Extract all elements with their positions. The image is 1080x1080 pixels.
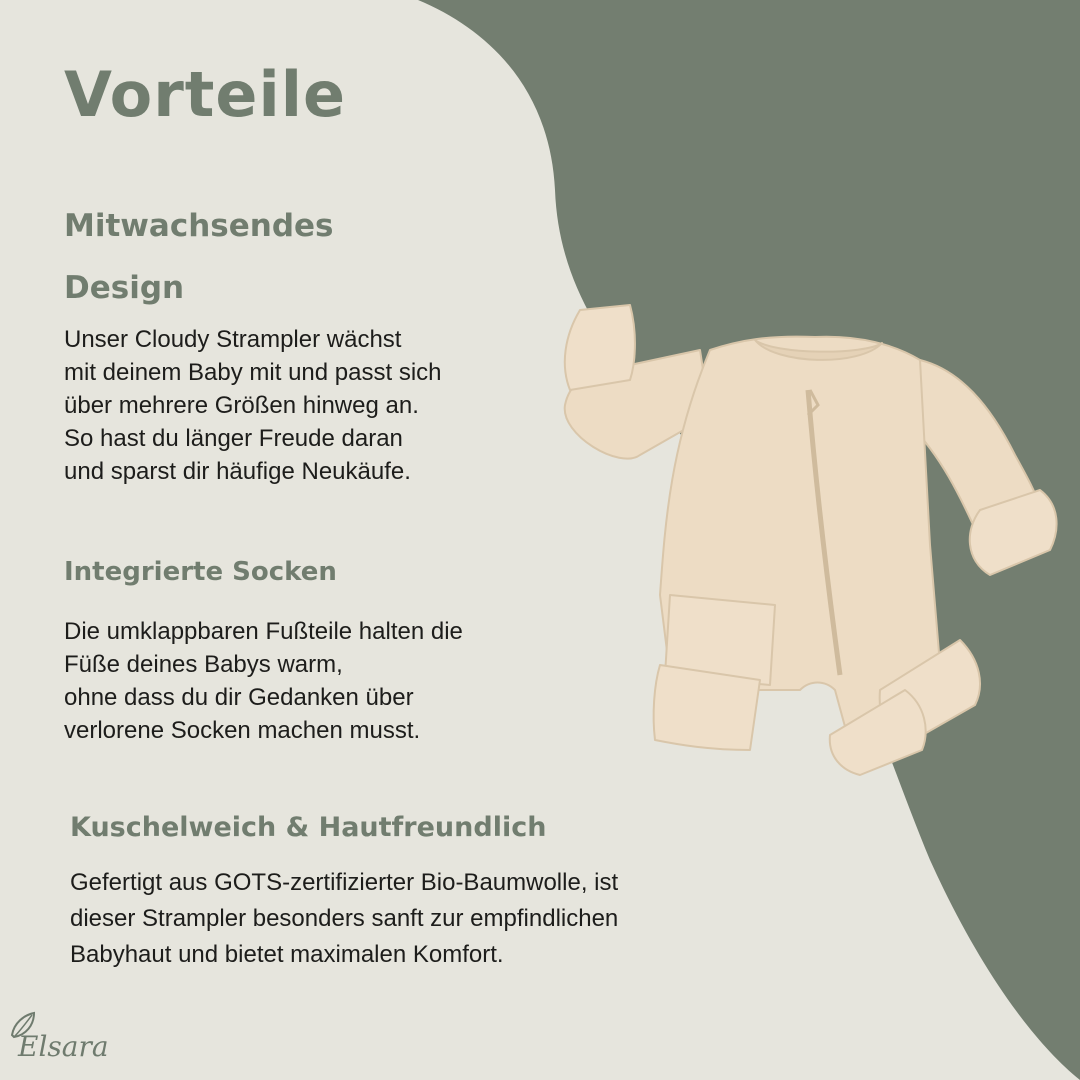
paragraph-integrated-socks [64,615,463,747]
text-line: verlorene Socken machen musst. [64,717,421,744]
text-line: Babyhaut und bietet maximalen Komfort. [70,941,504,968]
text-line: Unser Cloudy Strampler wächst [64,326,402,353]
text-line: So hast du länger Freude daran [64,425,403,452]
page-title: Vorteile [64,58,347,131]
heading-growing-design: Mitwachsendes Design [64,208,334,306]
text-line: über mehrere Größen hinweg an. [64,392,419,419]
paragraph-soft-skin-friendly [70,865,618,973]
text-line: mit deinem Baby mit und passt sich [64,359,442,386]
text-line: Füße deines Babys warm, [64,651,343,678]
text-line: dieser Strampler besonders sanft zur empfindlichen [70,905,619,932]
heading-integrated-socks: Integrierte Socken [64,557,337,587]
brand-logo: Elsara [18,1030,109,1063]
text-line: ohne dass du dir Gedanken über [64,684,414,711]
romper-image [560,295,1060,780]
heading-soft-skin-friendly: Kuschelweich & Hautfreundlich [70,812,547,843]
text-line: Gefertigt aus GOTS-zertifizierter Bio-Baumwolle, ist [70,869,619,896]
paragraph-growing-design [64,323,442,488]
text-line: Die umklappbaren Fußteile halten die [64,618,463,645]
text-line: und sparst dir häufige Neukäufe. [64,458,411,485]
